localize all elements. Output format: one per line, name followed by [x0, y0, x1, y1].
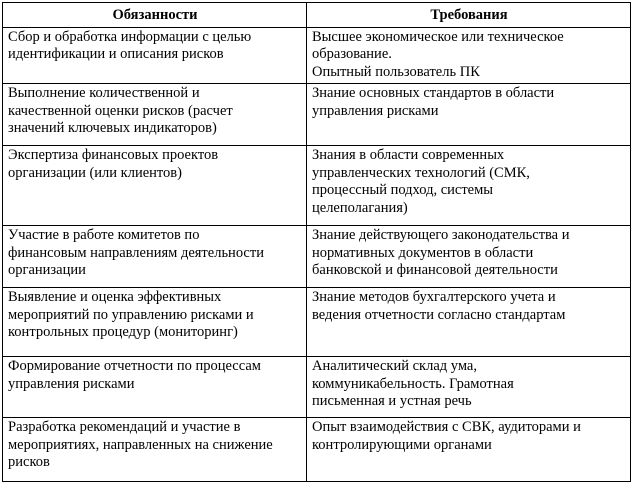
duty-cell: Сбор и обработка информации с целью идентификации и описания рисков — [3, 27, 307, 84]
requirement-cell: Опыт взаимодействия с СВК, аудиторами и контролирующими органами — [307, 418, 631, 482]
duties-requirements-table — [2, 2, 631, 482]
requirement-cell: Аналитический склад ума, коммуникабельность. Грамотная письменная и устная речь — [307, 357, 631, 418]
requirement-cell: Знание основных стандартов в области управления рисками — [307, 84, 631, 146]
duty-cell: Формирование отчетности по процессам управления рисками — [3, 357, 307, 418]
requirement-cell: Высшее экономическое или техническое образование. Опытный пользователь ПК — [307, 27, 631, 84]
duty-cell: Экспертиза финансовых проектов организации (или клиентов) — [3, 146, 307, 226]
duty-cell: Разработка рекомендаций и участие в мероприятиях, направленных на снижение рисков — [3, 418, 307, 482]
header-row — [3, 3, 631, 28]
duty-cell: Участие в работе комитетов по финансовым направлениям деятельности организации — [3, 226, 307, 288]
header-duties: Обязанности — [3, 3, 307, 28]
requirement-cell: Знания в области современных управленческих технологий (СМК, процессный подход, системы целеполагания) — [307, 146, 631, 226]
table-row — [3, 418, 631, 482]
table-row — [3, 27, 631, 84]
document-page — [2, 2, 631, 482]
table-row — [3, 357, 631, 418]
requirement-cell: Знание действующего законодательства и нормативных документов в области банковской и финансовой деятельности — [307, 226, 631, 288]
duty-cell: Выполнение количественной и качественной оценки рисков (расчет значений ключевых индикаторов) — [3, 84, 307, 146]
table-row — [3, 146, 631, 226]
duty-cell: Выявление и оценка эффективных мероприятий по управлению рисками и контрольных процедур (мониторинг) — [3, 288, 307, 357]
requirement-cell: Знание методов бухгалтерского учета и ведения отчетности согласно стандартам — [307, 288, 631, 357]
table-row — [3, 226, 631, 288]
table-row — [3, 288, 631, 357]
table-row — [3, 84, 631, 146]
header-requirements: Требования — [307, 3, 631, 28]
